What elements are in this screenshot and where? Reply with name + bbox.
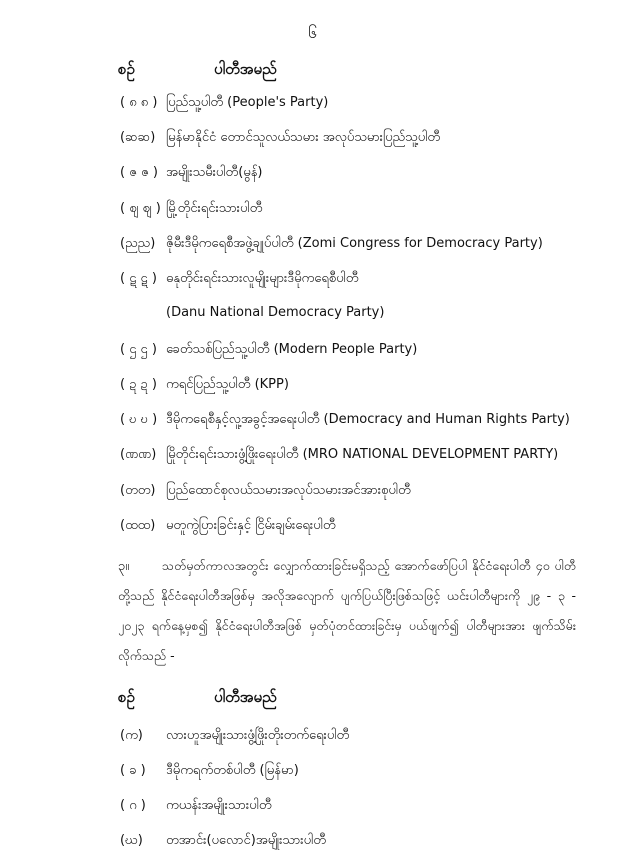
party-name: ကယန်းအမျိုးသားပါတီ xyxy=(166,798,272,813)
row-number: (က) xyxy=(120,728,143,743)
party-name: ပြည်ထောင်စုလယ်သမားအလုပ်သမားအင်အားစုပါတီ xyxy=(166,483,411,498)
row-number: ( ၈ ၈ ) xyxy=(120,95,158,110)
table2-header-name: ပါတီအမည် xyxy=(214,688,277,706)
row-number: ( ဈ ဈ ) xyxy=(120,201,161,216)
party-name: ဓနုတိုင်းရင်းသားလူမျိုးများဒီမိုကရေစီပါတီ xyxy=(166,271,359,286)
table1-header-number: စဉ် xyxy=(118,60,135,78)
party-name: မြန်မာနိုင်ငံ တောင်သူလယ်သမား အလုပ်သမားပြည်သူ့ပါတီ xyxy=(166,130,441,145)
party-name: မြို့တိုင်းရင်းသားပါတီ xyxy=(166,201,263,216)
paragraph-text: သတ်မှတ်ကာလအတွင်း လျှောက်ထားခြင်းမရှိသည့် အောက်ဖော်ပြပါ နိုင်ငံရေးပါတီ ၄၀ ပါတီတို့သည် နိုင်ငံရေးပါတီအဖြစ်မှ အလိုအလျောက် ပျက်ပြယ်ပြီးဖြစ်သဖြင့် ယင်းပါတီများကို ၂၉ - ၃ - ၂၀၂၃ ရက်နေ့မှစ၍ နိုင်ငံရေးပါတီအဖြစ် မှတ်ပုံတင်ထားခြင်းမှ ပယ်ဖျက်၍ ပါတီများအား ဖျက်သိမ်းလိုက်သည် - xyxy=(118,558,576,663)
party-name: ဒီမိုကရက်တစ်ပါတီ (မြန်မာ) xyxy=(166,763,299,778)
party-name: အမျိုးသမီးပါတီ(မွန်) xyxy=(166,165,263,180)
row-number: ( ဇ ဇ ) xyxy=(120,165,159,180)
party-name: ဒီမိုကရေစီနှင့်လူ့အခွင့်အရေးပါတီ (Democracy and Human Rights Party) xyxy=(166,412,570,427)
table1-header-name: ပါတီအမည် xyxy=(214,60,277,78)
party-name: ခေတ်သစ်ပြည်သူ့ပါတီ (Modern People Party) xyxy=(166,342,418,357)
row-number: (တတ) xyxy=(120,483,156,498)
row-number: ( ဌ ဌ ) xyxy=(120,342,157,357)
row-number: (ဃ) xyxy=(120,833,143,848)
party-name: မြိုတိုင်းရင်းသားဖွံ့ဖြိုးရေးပါတီ (MRO NATIONAL DEVELOPMENT PARTY) xyxy=(166,447,559,462)
paragraph-number: ၃။ xyxy=(118,559,130,574)
party-name-english: (Danu National Democracy Party) xyxy=(166,305,385,320)
row-number: (ဏဏ) xyxy=(120,447,157,462)
table2-header-number: စဉ် xyxy=(118,688,135,706)
page-number: ၆ xyxy=(308,23,317,42)
row-number: (ညည) xyxy=(120,236,156,251)
party-name: မတူကွဲပြားခြင်းနှင့် ငြိမ်းချမ်းရေးပါတီ xyxy=(166,518,336,533)
party-name: ကရင်ပြည်သူ့ပါတီ (KPP) xyxy=(166,377,289,392)
party-name: ဇိုမီးဒီမိုကရေစီအဖွဲ့ချုပ်ပါတီ (Zomi Congress for Democracy Party) xyxy=(166,236,543,251)
party-name: ပြည်သူ့ပါတီ (People's Party) xyxy=(166,95,329,110)
row-number: ( ခ ) xyxy=(120,763,146,778)
row-number: (ဆဆ) xyxy=(120,130,156,145)
row-number: ( ဎ ဎ ) xyxy=(120,412,158,427)
row-number: ( ဋ ဋ ) xyxy=(120,271,157,286)
party-name: လားဟူအမျိုးသားဖွံ့ဖြိုးတိုးတက်ရေးပါတီ xyxy=(166,728,350,743)
row-number: (ထထ) xyxy=(120,518,156,533)
row-number: ( ဂ ) xyxy=(120,798,146,813)
party-name: တအာင်း(ပလောင်)အမျိုးသားပါတီ xyxy=(166,833,326,848)
row-number: ( ဍ ဍ ) xyxy=(120,377,157,392)
